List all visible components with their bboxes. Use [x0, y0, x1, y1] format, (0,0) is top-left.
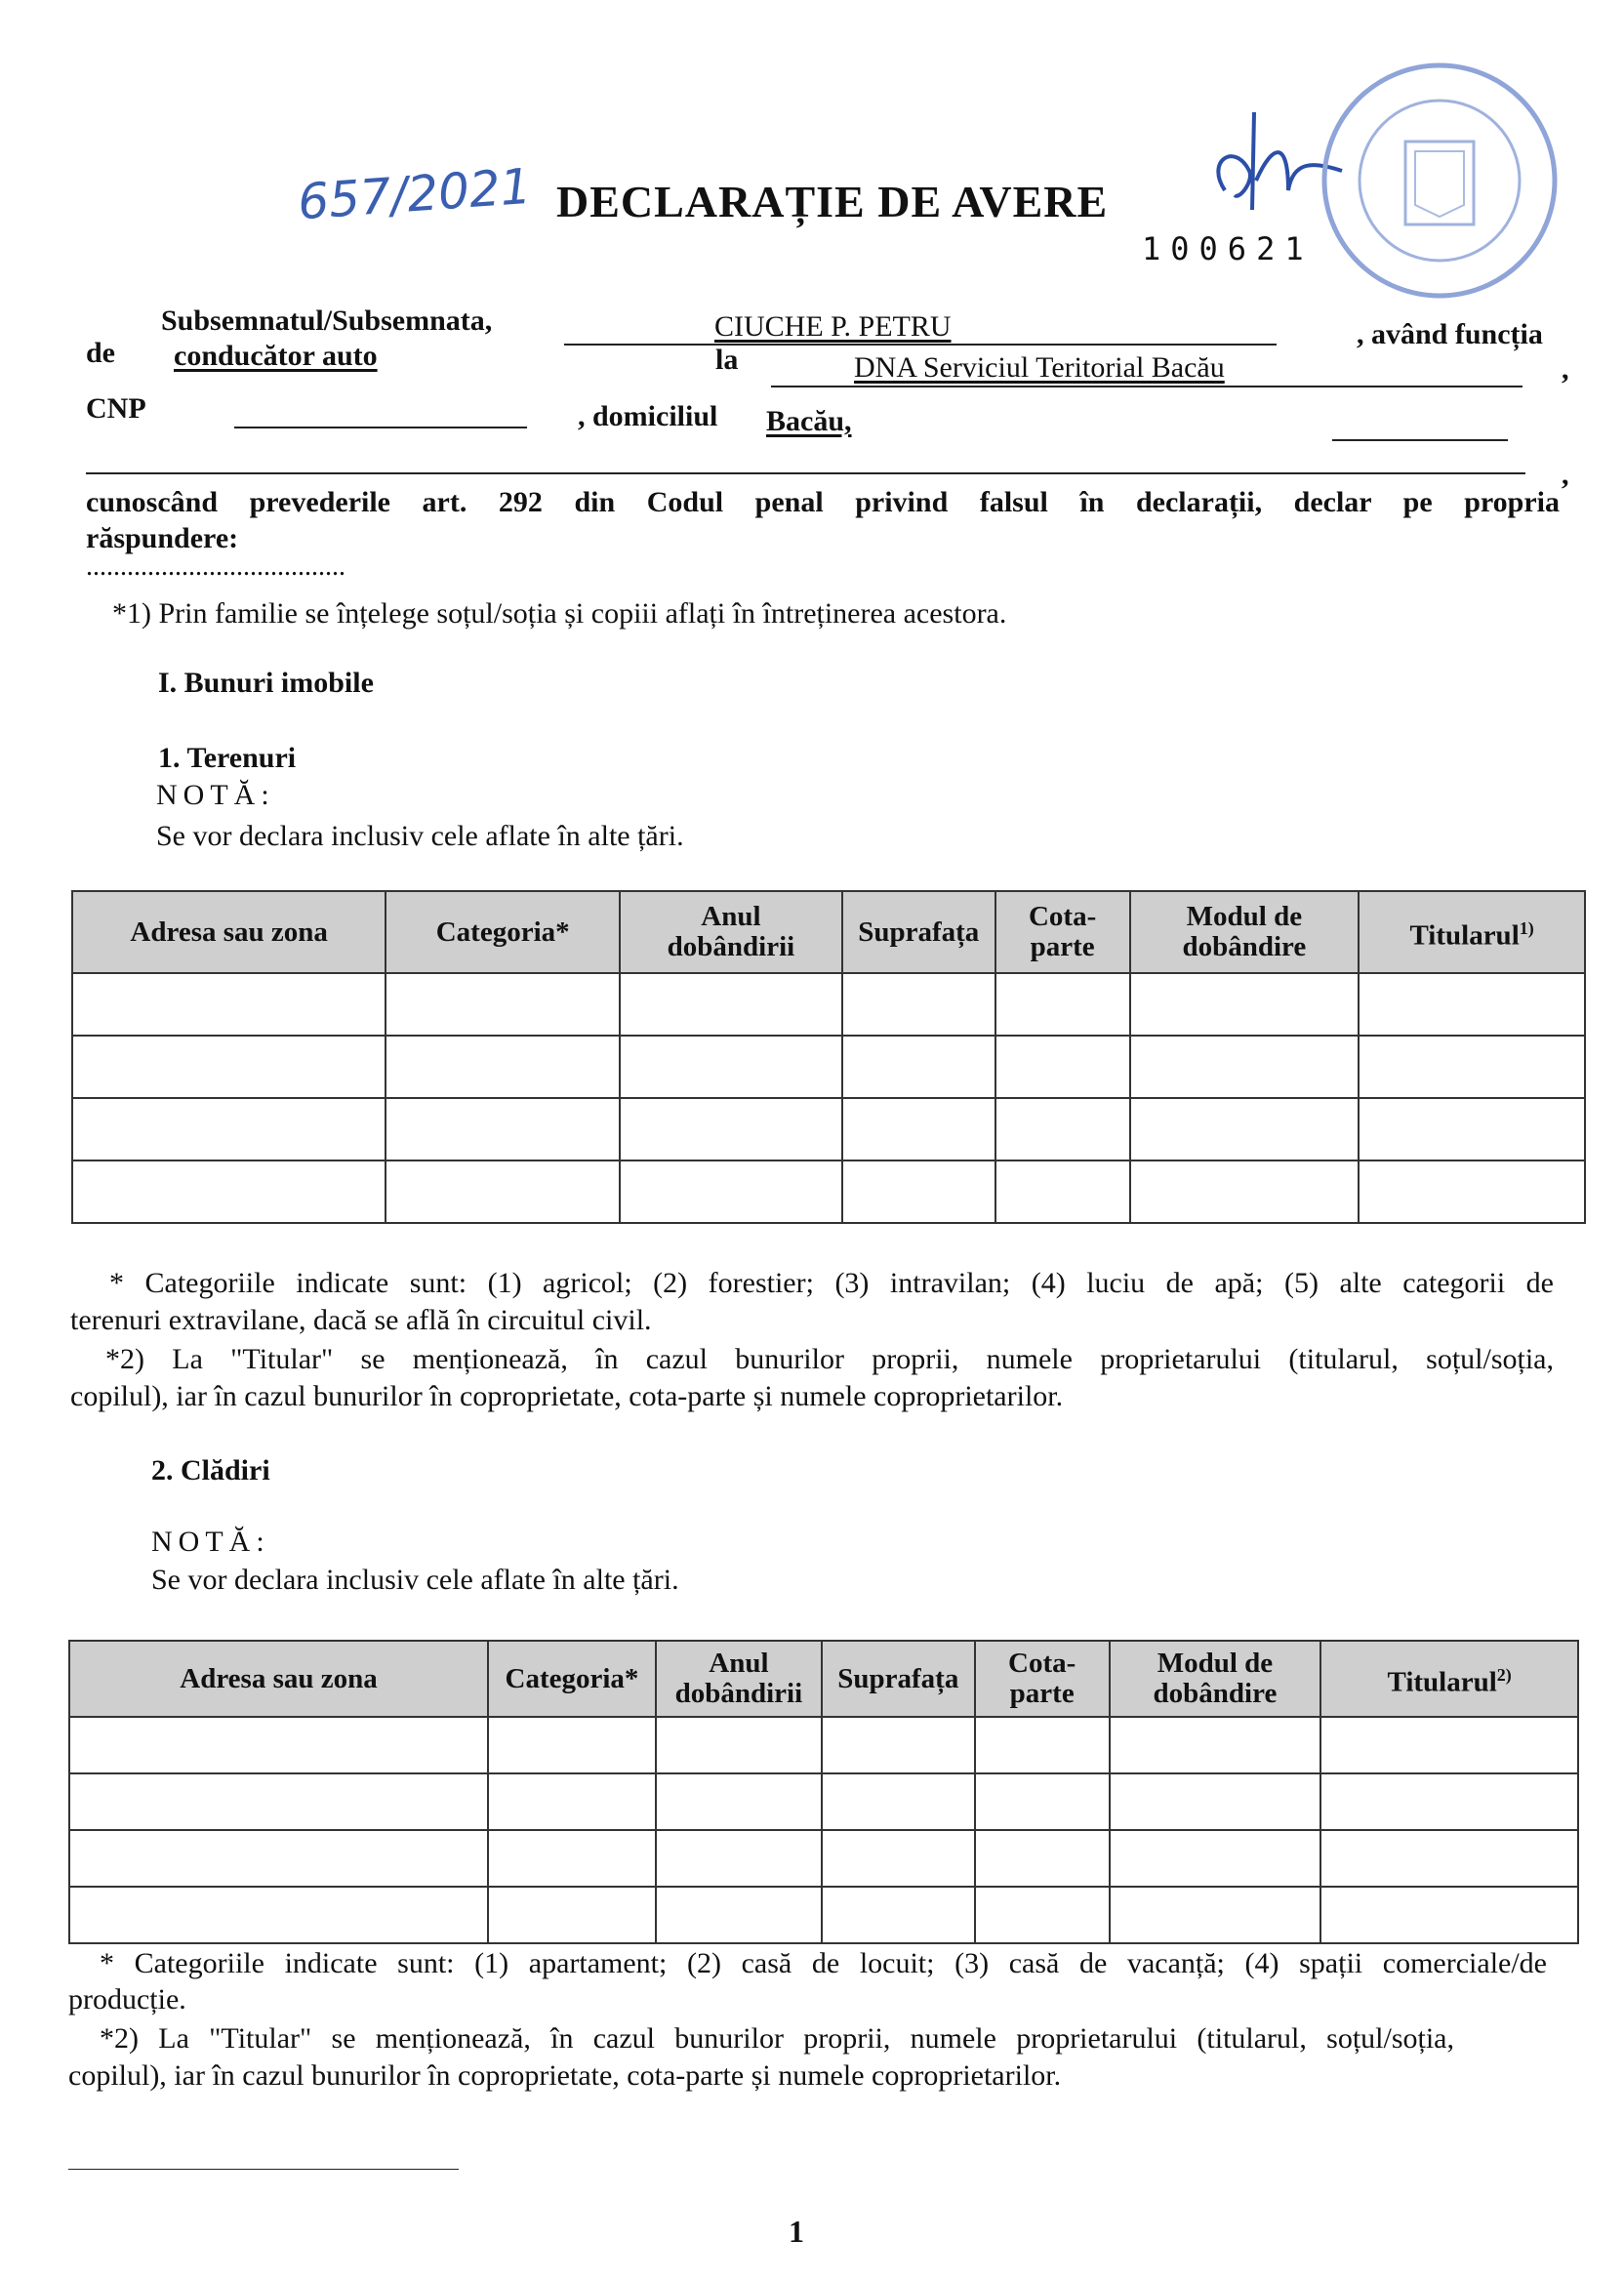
declarant-domicile: Bacău, [766, 405, 852, 437]
table-row [69, 1717, 1578, 1773]
cladiri-col-cota [975, 1641, 1110, 1717]
cladiri-col-anul-l1: Anul [709, 1648, 769, 1679]
cladiri-col-modul-l1: Modul de [1157, 1648, 1274, 1679]
family-note: *1) Prin familie se înțelege soțul/soția și copiii aflați în întreținerea acestora. [112, 597, 1007, 630]
cnp-label: CNP [86, 392, 146, 425]
cladiri-col-cota-l2: parte [1009, 1678, 1075, 1709]
declaration-text-2: răspundere: [86, 522, 239, 554]
table-row [72, 1160, 1585, 1223]
document-title: DECLARAȚIE DE AVERE [556, 177, 1109, 226]
comma-1: , [1562, 353, 1569, 386]
terenuri-table [71, 890, 1586, 1224]
terenuri-col-categoria: Categoria* [386, 891, 620, 973]
cladiri-footnote-categories-2: producție. [68, 1983, 186, 2015]
cladiri-nota: NOTĂ: [151, 1526, 270, 1558]
page-number: 1 [789, 2214, 804, 2249]
cladiri-col-anul-l2: dobândirii [674, 1678, 803, 1709]
section-title-bunuri-imobile: I. Bunuri imobile [158, 667, 374, 699]
handwritten-reference: 657/2021 [296, 157, 534, 231]
table-row [69, 1887, 1578, 1943]
declarant-institution: DNA Serviciul Teritorial Bacău [854, 351, 1225, 384]
terenuri-col-anul-l1: Anul [701, 901, 761, 932]
terenuri-col-anul [620, 891, 842, 973]
stamp-number: 100621 [1142, 230, 1314, 267]
table-row [72, 1098, 1585, 1160]
cladiri-footnote-titular: *2) La "Titular" se menționează, în cazul bunurilor proprii, numele proprietarului (titularul, soțul/soția, [100, 2022, 1454, 2055]
terenuri-footnote-categories-2: terenuri extravilane, dacă se află în circuitul civil. [70, 1304, 652, 1336]
subsemnatul-label: Subsemnatul/Subsemnata, [161, 305, 493, 337]
terenuri-title: 1. Terenuri [158, 742, 297, 774]
cladiri-footnote-categories: * Categoriile indicate sunt: (1) apartament; (2) casă de locuit; (3) casă de vacanță; (4) spații comerciale/de [100, 1947, 1547, 1979]
declaration-text: cunoscând prevederile art. 292 din Codul penal privind falsul în declarații, declar pe propria [86, 486, 1560, 518]
table-row [69, 1773, 1578, 1830]
cladiri-col-anul [656, 1641, 822, 1717]
cladiri-col-modul [1110, 1641, 1321, 1717]
cladiri-titular-sup: 2) [1496, 1664, 1512, 1685]
terenuri-col-titular [1359, 891, 1585, 973]
terenuri-col-cota-l1: Cota- [1028, 901, 1097, 932]
terenuri-col-cota [995, 891, 1130, 973]
official-stamp-icon [1293, 59, 1576, 303]
cladiri-col-titular [1320, 1641, 1578, 1717]
terenuri-col-titular-label: Titularul [1409, 919, 1520, 952]
terenuri-footnote-titular: *2) La "Titular" se menționează, în cazul bunurilor proprii, numele proprietarului (titularul, soțul/soția, [105, 1343, 1554, 1375]
terenuri-footnote-categories: * Categoriile indicate sunt: (1) agricol; (2) forestier; (3) intravilan; (4) luciu de apă; (5) alte categorii de [109, 1267, 1554, 1299]
terenuri-col-modul-l1: Modul de [1186, 901, 1303, 932]
cladiri-nota-text: Se vor declara inclusiv cele aflate în alte țări. [151, 1564, 679, 1596]
table-row [72, 973, 1585, 1036]
cladiri-col-suprafata: Suprafața [822, 1641, 975, 1717]
cladiri-table [68, 1640, 1579, 1944]
declarant-name: CIUCHE P. PETRU [714, 310, 952, 343]
terenuri-nota-text: Se vor declara inclusiv cele aflate în alte țări. [156, 820, 684, 852]
table-row [69, 1830, 1578, 1887]
declarant-position: conducător auto [174, 340, 378, 372]
cladiri-col-cota-l1: Cota- [1008, 1648, 1076, 1679]
terenuri-footnote-titular-2: copilul), iar în cazul bunurilor în coproprietate, cota-parte și numele coproprietarilor. [70, 1380, 1064, 1412]
terenuri-col-anul-l2: dobândirii [667, 931, 795, 962]
la-label: la [715, 344, 739, 376]
cladiri-col-modul-l2: dobândire [1153, 1678, 1278, 1709]
comma-2: , [1562, 459, 1569, 491]
function-label: , având funcția [1357, 318, 1543, 350]
cladiri-col-titular-label: Titularul [1387, 1666, 1497, 1698]
table-row [72, 1036, 1585, 1098]
terenuri-nota: NOTĂ: [156, 779, 275, 811]
de-label: de [86, 337, 115, 369]
declaration-dots: ...................................... [86, 551, 345, 582]
terenuri-col-modul [1130, 891, 1360, 973]
terenuri-col-adresa: Adresa sau zona [72, 891, 386, 973]
terenuri-col-cota-l2: parte [1030, 931, 1095, 962]
terenuri-col-suprafata: Suprafața [842, 891, 995, 973]
cladiri-col-categoria: Categoria* [488, 1641, 656, 1717]
cladiri-footnote-titular-2: copilul), iar în cazul bunurilor în coproprietate, cota-parte și numele coproprietarilor. [68, 2059, 1062, 2092]
cladiri-title: 2. Clădiri [151, 1454, 270, 1486]
cladiri-col-adresa: Adresa sau zona [69, 1641, 488, 1717]
terenuri-col-modul-l2: dobândire [1182, 931, 1307, 962]
terenuri-titular-sup: 1) [1519, 917, 1534, 938]
domicile-label: , domiciliul [578, 400, 718, 432]
